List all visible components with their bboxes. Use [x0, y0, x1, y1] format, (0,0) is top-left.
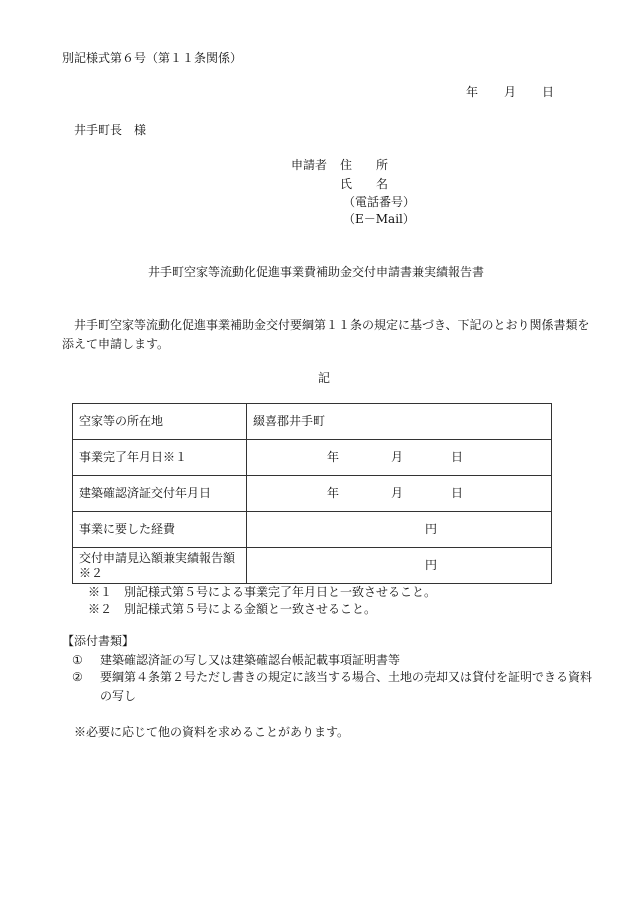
attachment-2-text: 要綱第４条第２号ただし書きの規定に該当する場合、土地の売却又は貸付を証明できる資料の写し: [100, 670, 593, 703]
attachments-heading: 【添付書類】: [62, 634, 135, 648]
attachment-2-number: ②: [72, 670, 83, 684]
completion-year: 年: [327, 450, 340, 464]
completion-month: 月: [391, 450, 404, 464]
document-title: 井手町空家等流動化促進事業費補助金交付申請書兼実績報告書: [148, 265, 485, 279]
completion-day: 日: [451, 450, 464, 464]
applicant-email-label: （E－Mail）: [343, 212, 415, 226]
location-value: 綴喜郡井手町: [247, 404, 552, 440]
body-paragraph: 井手町空家等流動化促進事業補助金交付要綱第１１条の規定に基づき、下記のとおり関係書類を添えて申請します。: [62, 318, 590, 351]
form-number: 別記様式第６号（第１１条関係）: [62, 51, 243, 65]
amount-value: [247, 548, 552, 584]
table-row: [73, 476, 552, 512]
attachment-1-number: ①: [72, 653, 83, 667]
attachment-item-1: [72, 652, 401, 668]
ki-heading: 記: [318, 371, 331, 385]
date-year-label: 年: [466, 85, 479, 99]
closing-note: ※必要に応じて他の資料を求めることがあります。: [74, 725, 350, 739]
cert-year: 年: [327, 486, 340, 500]
applicant-name-label: 氏 名: [340, 177, 389, 191]
applicant-address-label: 住 所: [340, 158, 389, 172]
date-line: [466, 84, 556, 100]
amount-label: 交付申請見込額兼実績報告額※２: [73, 548, 247, 584]
amount-yen: 円: [425, 558, 438, 572]
location-label: 空家等の所在地: [73, 404, 247, 440]
footnote-1: ※１ 別記様式第５号による事業完了年月日と一致させること。: [88, 585, 437, 599]
cert-month: 月: [391, 486, 404, 500]
cert-date-label: 建築確認済証交付年月日: [73, 476, 247, 512]
table-row: [73, 512, 552, 548]
cost-value: [247, 512, 552, 548]
applicant-phone-label: （電話番号）: [343, 195, 416, 209]
cert-day: 日: [451, 486, 464, 500]
date-day-label: 日: [542, 85, 555, 99]
attachment-1-text: 建築確認済証の写し又は建築確認台帳記載事項証明書等: [100, 653, 401, 667]
table-row: [73, 548, 552, 584]
addressee: 井手町長 様: [74, 123, 147, 137]
completion-date-value: [247, 440, 552, 476]
completion-date-label: 事業完了年月日※１: [73, 440, 247, 476]
cost-yen: 円: [425, 522, 438, 536]
cert-date-value: [247, 476, 552, 512]
table-row: [73, 440, 552, 476]
cost-label: 事業に要した経費: [73, 512, 247, 548]
table-row: [73, 404, 552, 440]
info-table: [72, 403, 552, 584]
applicant-role: 申請者: [291, 158, 328, 172]
date-month-label: 月: [504, 85, 517, 99]
footnote-2: ※２ 別記様式第５号による金額と一致させること。: [88, 602, 377, 616]
